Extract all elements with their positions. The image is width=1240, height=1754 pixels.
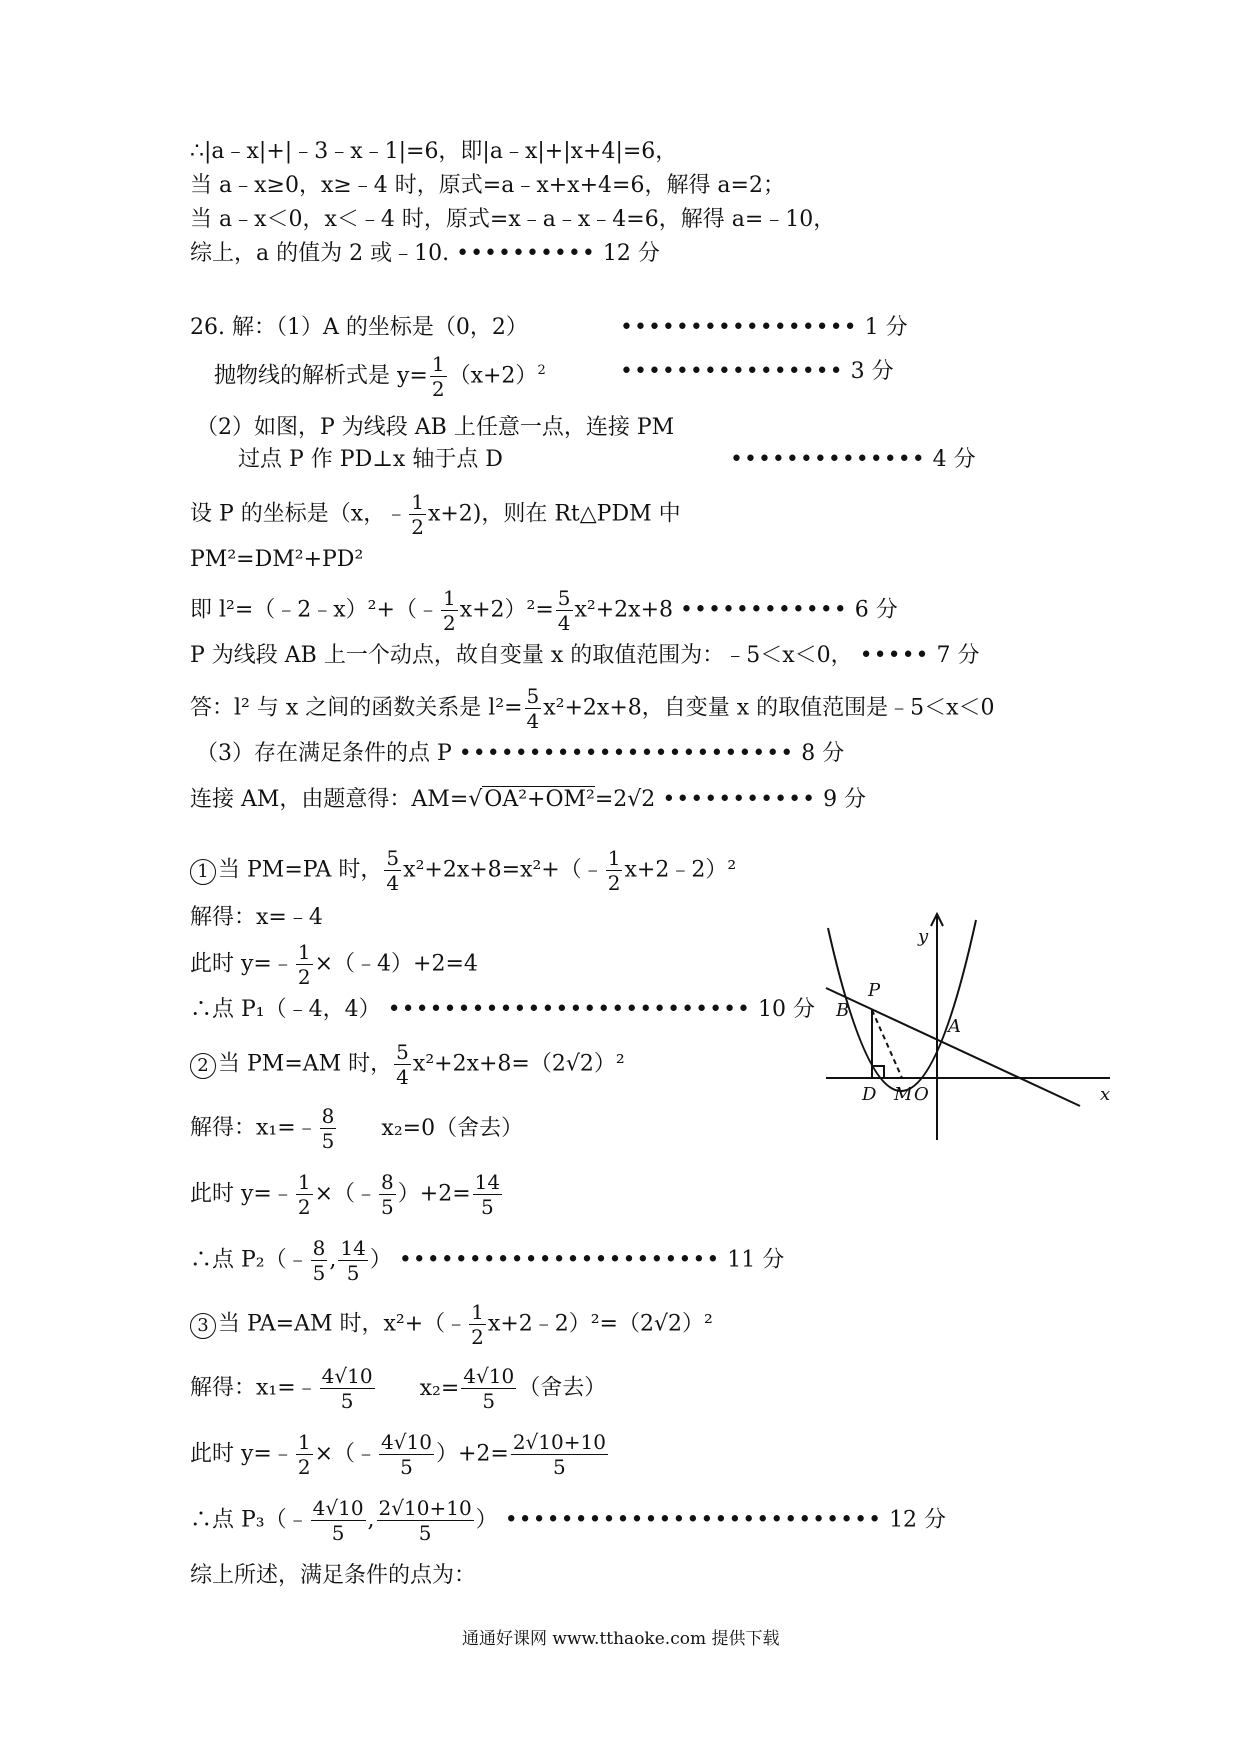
case1-y-pre: 此时 y=﹣ [190,951,294,977]
score-dots: •••••••••••••• [730,447,926,472]
fraction-eight-fifths [379,1170,396,1219]
label-b: B [836,1000,850,1021]
frac-num: 2√10+10 [378,1496,472,1520]
score-dots: ••••••••••• [662,787,817,812]
exponent: 2 [537,362,546,378]
parabola-pre: 抛物线的解析式是 y= [214,363,428,389]
label-p: P [868,980,881,1001]
case1-pre: 当 PM=PA 时， [218,857,383,883]
frac-num: 1 [431,352,445,376]
case2-y-mid: ×（﹣ [314,1181,378,1207]
frac-den: 4 [526,709,540,733]
parabola-curve [828,920,976,1091]
parabola-post: （x+2） [448,363,538,389]
case1-y-post: ×（﹣4）+2=4 [314,951,478,977]
score-dots: •••••••••••••••••••••••••• [387,997,752,1022]
score-dots: ••••• [859,643,930,668]
score: 4 分 [932,447,976,472]
fraction-half [296,1430,313,1479]
frac-num: 8 [381,1170,394,1194]
label-m: M [894,1084,913,1105]
case1-line [190,846,736,895]
p-coord-line [190,490,681,539]
radicand: OA²+OM² [484,787,595,812]
frac-den: 4 [386,871,400,895]
part3-intro [196,740,844,768]
case2-pt-pre: ∴点 P₂（﹣ [190,1247,309,1273]
case2-pre: 当 PM=AM 时， [218,1051,393,1077]
score: 11 分 [727,1247,785,1273]
frac-den: 5 [400,1455,413,1479]
fraction-five-fourths [394,1040,411,1089]
score: 10 分 [758,997,816,1022]
fraction-fourteen-fifths [338,1236,367,1285]
q26-part1 [190,314,528,342]
fraction-fourteen-fifths [473,1170,502,1219]
frac-num: 14 [340,1236,366,1260]
frac-num: 4√10 [381,1430,432,1454]
radical-sign: √ [468,787,483,812]
score-line-3 [620,358,894,386]
score: 6 分 [854,597,898,623]
case3-pt-post: ） [475,1507,498,1533]
answer-pre: 答：l² 与 x 之间的函数关系是 l²= [190,695,523,721]
frac-den: 5 [418,1521,432,1545]
line-case-b: 当 a﹣x＜0，x＜﹣4 时，原式=x﹣a﹣x﹣4=6，解得 a=﹣10， [190,207,836,232]
score-dots: ••••••••••••••••••••••••••• [504,1507,883,1533]
frac-den: 4 [396,1065,409,1089]
frac-num: 8 [321,1104,335,1128]
answer-line [190,684,995,733]
fraction-half [441,586,458,635]
frac-num: 1 [297,1430,311,1454]
page-footer: 通通好课网 www.tthaoke.com 提供下载 [462,1629,780,1649]
fraction-four-root10-fifths [311,1496,366,1545]
am-post: =2√2 [594,787,656,812]
score: 8 分 [801,741,845,766]
summary-line: 综上所述，满足条件的点为： [190,1563,477,1588]
frac-den: 5 [331,1521,345,1545]
score-dots: ••••••••••••••••••••••• [398,1247,721,1273]
case-number-circle: 1 [190,859,216,885]
case2-y-post: ）+2= [397,1181,471,1207]
case-number-circle: 3 [190,1313,216,1339]
frac-den: 5 [312,1261,326,1285]
line-abs-eq: ∴|a﹣x|+|﹣3﹣x﹣1|=6，即|a﹣x|+|x+4|=6， [190,139,678,164]
case-number-circle: 2 [190,1053,216,1079]
fraction-five-fourths [525,684,542,733]
frac-num: 5 [557,586,571,610]
case3-y-mid: ×（﹣ [314,1441,378,1467]
frac-den: 5 [482,1389,496,1413]
case3-pt-pre: ∴点 P₃（﹣ [190,1507,309,1533]
l2-pre: 即 l²=（﹣2﹣x）²+（﹣ [190,597,439,623]
fraction-four-root10-fifths [461,1364,516,1413]
score: 7 分 [936,643,980,668]
fraction-five-fourths [556,586,573,635]
l2-post: x²+2x+8 [574,597,674,623]
part3-text: （3）存在满足条件的点 P [196,741,452,766]
range-line [190,642,980,670]
q26-a-coord: 26. 解：（1）A 的坐标是（0，2） [190,315,528,340]
case3-line [190,1300,713,1349]
p-coord-pre: 设 P 的坐标是（x，﹣ [190,501,408,527]
fraction-half [296,940,313,989]
frac-num: 8 [312,1236,326,1260]
line-conclusion [190,240,660,268]
frac-den: 5 [481,1195,494,1219]
score-dots: ••••••••••••••••• [620,315,858,340]
frac-num: 4√10 [312,1496,364,1520]
fraction-root10-sum-fifths [511,1430,608,1479]
am-pre: 连接 AM，由题意得：AM= [190,787,469,812]
frac-num: 1 [297,1170,311,1194]
case3-y-post: ）+2= [435,1441,509,1467]
case3-sol-post: （舍去） [518,1375,607,1401]
fraction-half [296,1170,313,1219]
frac-num: 1 [411,490,424,514]
parabola-line [214,352,546,401]
fraction-half [606,846,623,895]
frac-den: 5 [553,1455,566,1479]
pythagoras-line: PM²=DM²+PD² [190,547,364,572]
case3-solution [190,1364,606,1413]
part2-intro: （2）如图，P 为线段 AB 上任意一点，连接 PM [196,415,675,440]
frac-den: 2 [411,515,424,539]
frac-num: 14 [474,1170,501,1194]
score: 3 分 [850,359,894,384]
case2-y-pre: 此时 y=﹣ [190,1181,294,1207]
frac-den: 2 [297,1455,311,1479]
case2-point [190,1236,784,1285]
range-text: P 为线段 AB 上一个动点，故自变量 x 的取值范围为：﹣5＜x＜0， [190,643,853,668]
p-coord-post: x+2)，则在 Rt△PDM 中 [427,501,681,527]
score-line-1 [620,314,908,342]
score-dots: •••••••••• [456,241,596,266]
frac-num: 1 [607,846,621,870]
frac-den: 2 [297,1195,311,1219]
score-dots: •••••••••••••••••••••••• [458,741,795,766]
fraction-half [469,1300,486,1349]
case3-post: x+2﹣2）²=（2√2）² [487,1311,713,1337]
comma: , [367,1507,375,1533]
fraction-four-root10-fifths [379,1430,434,1479]
score: 12 分 [602,241,660,266]
case3-y-pre: 此时 y=﹣ [190,1441,294,1467]
part2-perp: 过点 P 作 PD⊥x 轴于点 D [238,447,503,472]
fraction-eight-fifths [311,1236,328,1285]
score: 1 分 [864,315,908,340]
frac-num: 5 [526,684,540,708]
frac-den: 2 [471,1325,484,1349]
case2-sol-post: x₂=0（舍去） [381,1115,524,1141]
case3-pre: 当 PA=AM 时，x²+（﹣ [218,1311,468,1337]
frac-num: 1 [442,586,456,610]
frac-den: 5 [321,1129,335,1153]
conclusion-text: 综上，a 的值为 2 或﹣10. [190,241,450,266]
frac-den: 2 [442,611,456,635]
case1-y [190,940,478,989]
case1-solution: 解得：x=﹣4 [190,905,323,930]
line-case-a: 当 a﹣x≥0，x≥﹣4 时，原式=a﹣x+x+4=6，解得 a=2； [190,173,785,198]
frac-den: 5 [381,1195,394,1219]
l-squared-line [190,586,898,635]
fraction-four-root10-fifths [320,1364,375,1413]
frac-num: 4√10 [321,1364,373,1388]
frac-num: 1 [297,940,311,964]
fraction-five-fourths [384,846,401,895]
frac-num: 5 [396,1040,409,1064]
frac-num: 2√10+10 [512,1430,606,1454]
label-x: x [1100,1084,1111,1105]
case2-sol-pre: 解得：x₁=﹣ [190,1115,318,1141]
case3-point [190,1496,946,1545]
case2-y [190,1170,504,1219]
label-o: O [914,1084,929,1105]
case3-y [190,1430,610,1479]
case2-post: x²+2x+8=（2√2）² [412,1051,625,1077]
frac-num: 5 [386,846,400,870]
case2-line [190,1040,625,1089]
l2-mid: x+2）²= [459,597,554,623]
comma: , [329,1247,337,1273]
label-d: D [862,1084,877,1105]
fraction-half [409,490,426,539]
case1-mid: x²+2x+8=x²+（﹣ [403,857,604,883]
score-dots: •••••••••••••••• [620,359,844,384]
fraction-half [430,352,447,401]
frac-den: 2 [297,965,311,989]
label-y: y [918,926,929,947]
frac-den: 4 [557,611,571,635]
score-line-4 [730,446,976,474]
case1-point [190,996,815,1024]
score: 9 分 [823,787,867,812]
label-a: A [948,1016,961,1037]
frac-den: 5 [346,1261,360,1285]
case3-sol-pre: 解得：x₁=﹣ [190,1375,318,1401]
answer-post: x²+2x+8，自变量 x 的取值范围是﹣5＜x＜0 [543,695,995,721]
fraction-root10-sum-fifths [377,1496,474,1545]
case1-point-text: ∴点 P₁（﹣4，4） [190,997,381,1022]
case2-solution [190,1104,523,1153]
frac-den: 2 [607,871,621,895]
case2-pt-post: ） [369,1247,392,1273]
frac-den: 5 [340,1389,354,1413]
score: 12 分 [889,1507,947,1533]
frac-num: 1 [471,1300,484,1324]
frac-num: 4√10 [463,1364,515,1388]
fraction-eight-fifths [320,1104,337,1153]
case1-post: x+2﹣2）² [624,857,737,883]
case3-sol-mid: x₂= [419,1375,460,1401]
score-dots: •••••••••••• [680,597,848,623]
am-line [190,786,866,814]
parabola-figure [820,900,1120,1150]
frac-den: 2 [431,377,445,401]
